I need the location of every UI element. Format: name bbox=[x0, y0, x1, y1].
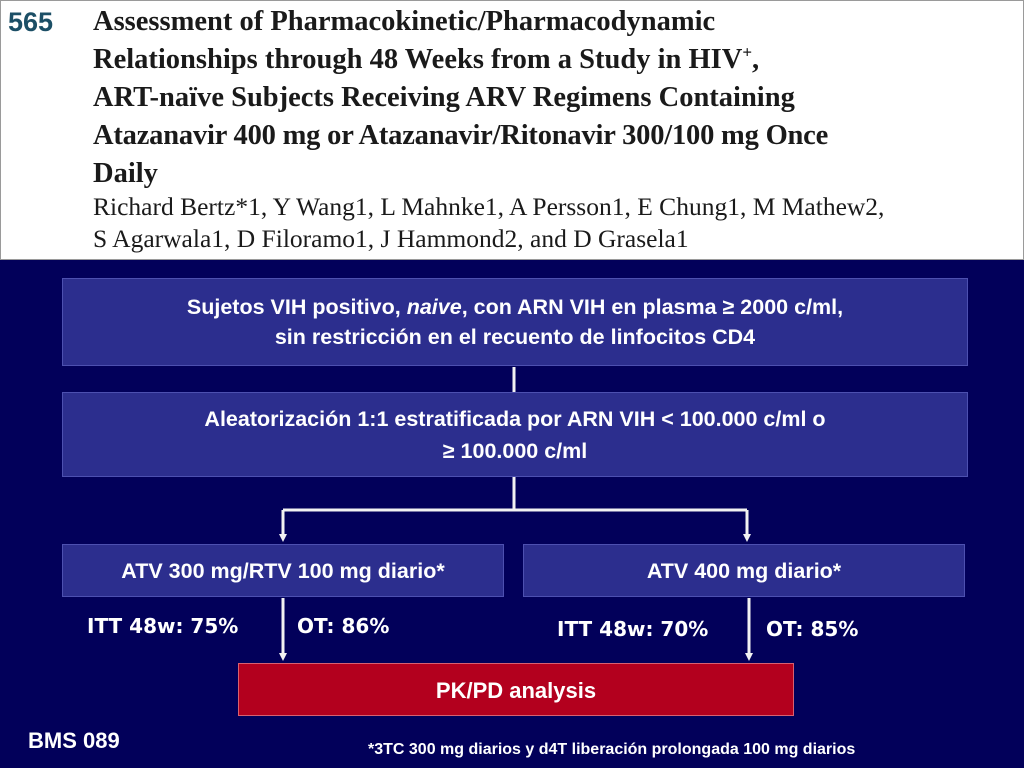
inclusion-criteria-box bbox=[62, 278, 968, 366]
title-line: Assessment of Pharmacokinetic/Pharmacodynamic bbox=[93, 6, 716, 37]
footnote: *3TC 300 mg diarios y d4T liberación prolongada 100 mg diarios bbox=[368, 741, 856, 758]
title-line: Atazanavir 400 mg or Atazanavir/Ritonavir 300/100 mg Once bbox=[93, 120, 829, 151]
arm-atv-rtv-box: ATV 300 mg/RTV 100 mg diario* bbox=[62, 544, 504, 597]
left-itt-result: ITT 48w: 75% bbox=[87, 614, 239, 638]
authors-line: S Agarwala1, D Filoramo1, J Hammond2, and D Grasela1 bbox=[93, 224, 689, 253]
randomization-line1: Aleatorización 1:1 estratificada por ARN VIH < 100.000 c/ml o bbox=[204, 407, 826, 431]
authors-line: Richard Bertz*1, Y Wang1, L Mahnke1, A Persson1, E Chung1, M Mathew2, bbox=[93, 192, 885, 221]
pkpd-analysis-box: PK/PD analysis bbox=[238, 663, 794, 716]
title-superscript: + bbox=[742, 42, 752, 62]
study-label: BMS 089 bbox=[28, 728, 120, 753]
title-line: Relationships through 48 Weeks from a Study in HIV+, bbox=[93, 42, 760, 75]
inclusion-line1: Sujetos VIH positivo, naive, con ARN VIH en plasma ≥ 2000 c/ml, bbox=[186, 295, 844, 319]
title-line: ART-naïve Subjects Receiving ARV Regimens Containing bbox=[93, 82, 795, 113]
title-line: Daily bbox=[93, 158, 158, 189]
randomization-line2: ≥ 100.000 c/ml bbox=[442, 439, 588, 463]
abstract-number: 565 bbox=[8, 7, 54, 37]
right-itt-result: ITT 48w: 70% bbox=[557, 617, 709, 641]
left-ot-result: OT: 86% bbox=[297, 614, 390, 638]
randomization-box bbox=[62, 392, 968, 477]
right-ot-result: OT: 85% bbox=[766, 617, 859, 641]
inclusion-line2: sin restricción en el recuento de linfocitos CD4 bbox=[274, 325, 756, 349]
arm-atv-box: ATV 400 mg diario* bbox=[523, 544, 965, 597]
